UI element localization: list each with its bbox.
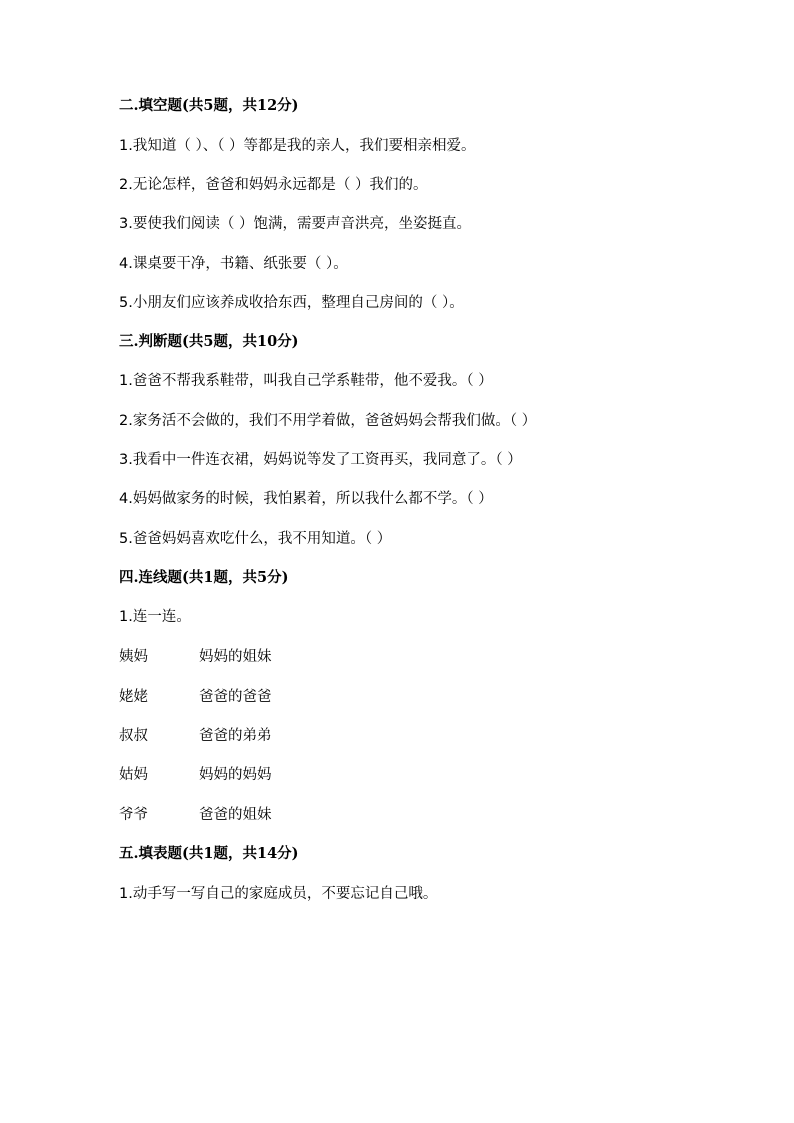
match-right: 爸爸的姐妹 bbox=[199, 807, 272, 823]
section-heading-matching: 四.连线题(共1题，共5分) bbox=[119, 569, 289, 586]
match-right: 妈妈的姐妹 bbox=[199, 649, 272, 665]
section-heading-fill-blank: 二.填空题(共5题，共12分) bbox=[119, 97, 299, 114]
question-item: 1.连一连。 bbox=[119, 609, 191, 625]
match-pair-row bbox=[119, 686, 272, 708]
section-heading-judge: 三.判断题(共5题，共10分) bbox=[119, 333, 299, 350]
match-left: 姨妈 bbox=[119, 649, 148, 665]
question-item: 5.爸爸妈妈喜欢吃什么，我不用知道。（ ） bbox=[119, 531, 392, 547]
question-item: 2.家务活不会做的，我们不用学着做，爸爸妈妈会帮我们做。（ ） bbox=[119, 413, 537, 429]
question-item: 4.课桌要干净，书籍、纸张要（ ）。 bbox=[119, 256, 348, 272]
question-item: 4.妈妈做家务的时候，我怕累着，所以我什么都不学。（ ） bbox=[119, 491, 493, 507]
match-pair-row bbox=[119, 764, 272, 786]
match-left: 姑妈 bbox=[119, 767, 148, 783]
question-item: 1.我知道（ ）、（ ）等都是我的亲人，我们要相亲相爱。 bbox=[119, 138, 476, 154]
match-pair-row bbox=[119, 725, 272, 747]
question-item: 2.无论怎样，爸爸和妈妈永远都是（ ）我们的。 bbox=[119, 177, 428, 193]
match-right: 爸爸的弟弟 bbox=[199, 728, 272, 744]
section-heading-table: 五.填表题(共1题，共14分) bbox=[119, 845, 299, 862]
question-item: 1.爸爸不帮我系鞋带，叫我自己学系鞋带，他不爱我。（ ） bbox=[119, 373, 493, 389]
match-left: 叔叔 bbox=[119, 728, 148, 744]
match-right: 爸爸的爸爸 bbox=[199, 689, 272, 705]
match-pair-row bbox=[119, 646, 272, 668]
question-item: 3.要使我们阅读（ ）饱满，需要声音洪亮，坐姿挺直。 bbox=[119, 216, 471, 232]
question-item: 3.我看中一件连衣裙，妈妈说等发了工资再买，我同意了。（ ） bbox=[119, 452, 522, 468]
match-pair-row bbox=[119, 804, 272, 826]
question-item: 5.小朋友们应该养成收拾东西，整理自己房间的（ ）。 bbox=[119, 295, 464, 311]
match-left: 爷爷 bbox=[119, 807, 148, 823]
question-item: 1.动手写一写自己的家庭成员，不要忘记自己哦。 bbox=[119, 886, 438, 902]
match-left: 姥姥 bbox=[119, 689, 148, 705]
match-right: 妈妈的妈妈 bbox=[199, 767, 272, 783]
